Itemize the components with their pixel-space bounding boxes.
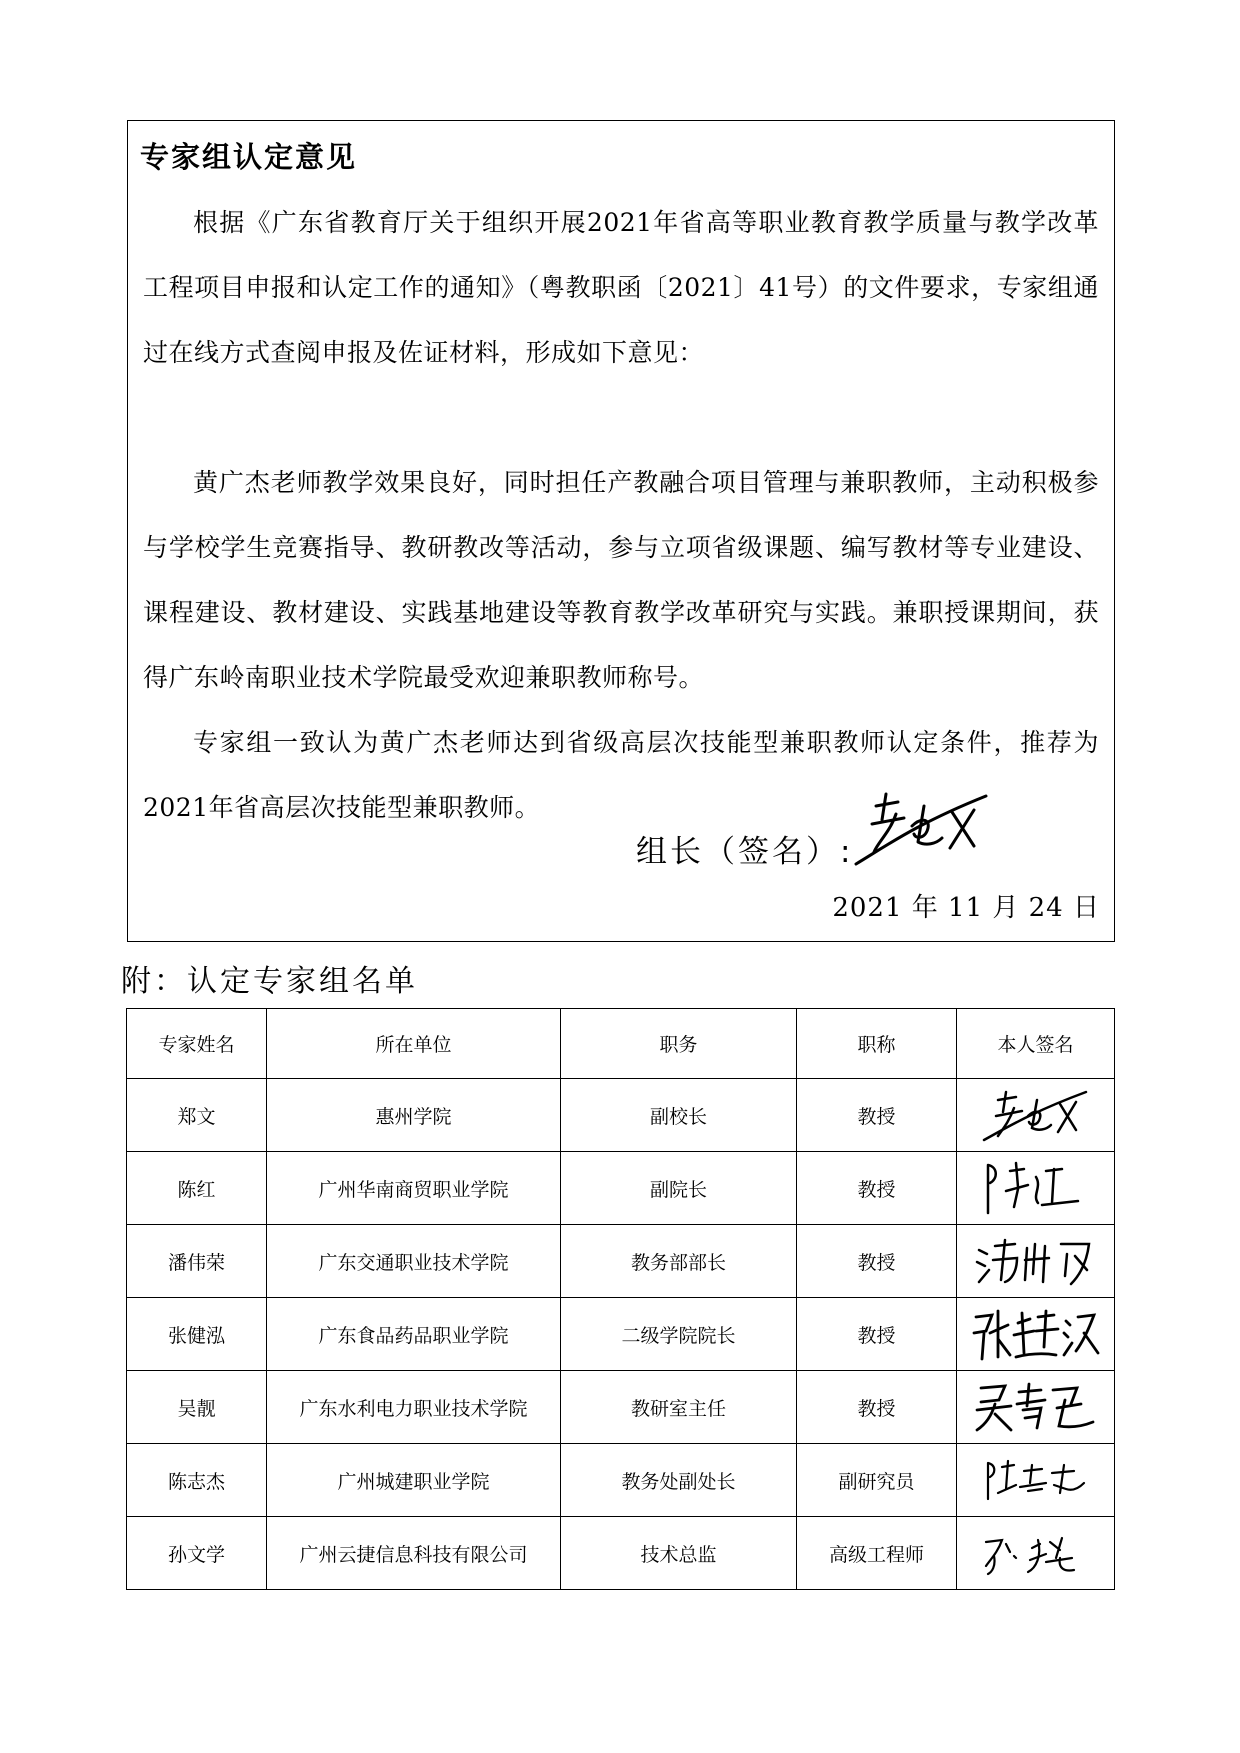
expert-title: 教授 bbox=[797, 1225, 957, 1298]
expert-title: 教授 bbox=[797, 1152, 957, 1225]
table-row bbox=[127, 1371, 1115, 1444]
expert-title: 教授 bbox=[797, 1298, 957, 1371]
opinion-paragraph: 专家组一致认为黄广杰老师达到省级高层次技能型兼职教师认定条件，推荐为2021年省高层次技能型兼职教师。 bbox=[143, 728, 1099, 822]
expert-signature bbox=[957, 1371, 1115, 1444]
expert-title: 教授 bbox=[797, 1079, 957, 1152]
header-title: 职称 bbox=[797, 1009, 957, 1079]
expert-position: 教务部部长 bbox=[561, 1225, 797, 1298]
expert-position: 教研室主任 bbox=[561, 1371, 797, 1444]
expert-name: 郑文 bbox=[127, 1079, 267, 1152]
expert-name: 陈志杰 bbox=[127, 1444, 267, 1517]
expert-name: 张健泓 bbox=[127, 1298, 267, 1371]
table-row bbox=[127, 1079, 1115, 1152]
expert-unit: 广州云捷信息科技有限公司 bbox=[267, 1517, 561, 1590]
expert-opinion-box bbox=[127, 120, 1115, 942]
expert-unit: 广州华南商贸职业学院 bbox=[267, 1152, 561, 1225]
expert-position: 技术总监 bbox=[561, 1517, 797, 1590]
opinion-paragraph: 根据《广东省教育厅关于组织开展2021年省高等职业教育教学质量与教学改革工程项目申报和认定工作的通知》（粤教职函〔2021〕41号）的文件要求，专家组通过在线方式查阅申报及佐证材料，形成如下意见： bbox=[143, 208, 1099, 367]
expert-unit: 广东食品药品职业学院 bbox=[267, 1298, 561, 1371]
table-row bbox=[127, 1298, 1115, 1371]
expert-signature bbox=[957, 1444, 1115, 1517]
expert-signature bbox=[957, 1152, 1115, 1225]
opinion-date: 2021 年 11 月 24 日 bbox=[832, 893, 1100, 923]
opinion-paragraph: 黄广杰老师教学效果良好，同时担任产教融合项目管理与兼职教师，主动积极参与学校学生竞赛指导、教研教改等活动，参与立项省级课题、编写教材等专业建设、课程建设、教材建设、实践基地建设等教育教学改革研究与实践。兼职授课期间，获得广东岭南职业技术学院最受欢迎兼职教师称号。 bbox=[143, 468, 1099, 692]
expert-position: 副院长 bbox=[561, 1152, 797, 1225]
opinion-title: 专家组认定意见 bbox=[140, 140, 358, 174]
expert-unit: 广州城建职业学院 bbox=[267, 1444, 561, 1517]
expert-signature bbox=[957, 1298, 1115, 1371]
leader-sign-label: 组长（签名）: bbox=[636, 834, 854, 870]
expert-title: 教授 bbox=[797, 1371, 957, 1444]
header-unit: 所在单位 bbox=[267, 1009, 561, 1079]
expert-name: 潘伟荣 bbox=[127, 1225, 267, 1298]
table-row bbox=[127, 1444, 1115, 1517]
expert-signature bbox=[957, 1517, 1115, 1590]
expert-title: 高级工程师 bbox=[797, 1517, 957, 1590]
expert-title: 副研究员 bbox=[797, 1444, 957, 1517]
expert-name: 吴靓 bbox=[127, 1371, 267, 1444]
expert-position: 教务处副处长 bbox=[561, 1444, 797, 1517]
header-signature: 本人签名 bbox=[957, 1009, 1115, 1079]
appendix-title: 附：认定专家组名单 bbox=[121, 964, 418, 999]
expert-name: 陈红 bbox=[127, 1152, 267, 1225]
expert-signature bbox=[957, 1225, 1115, 1298]
leader-signature bbox=[846, 784, 1006, 872]
table-row bbox=[127, 1152, 1115, 1225]
table-row bbox=[127, 1225, 1115, 1298]
expert-position: 二级学院院长 bbox=[561, 1298, 797, 1371]
table-header-row bbox=[127, 1009, 1115, 1079]
header-position: 职务 bbox=[561, 1009, 797, 1079]
expert-unit: 广东水利电力职业技术学院 bbox=[267, 1371, 561, 1444]
table-row bbox=[127, 1517, 1115, 1590]
header-name: 专家姓名 bbox=[127, 1009, 267, 1079]
expert-list-table bbox=[126, 1008, 1115, 1590]
expert-position: 副校长 bbox=[561, 1079, 797, 1152]
expert-unit: 广东交通职业技术学院 bbox=[267, 1225, 561, 1298]
expert-unit: 惠州学院 bbox=[267, 1079, 561, 1152]
expert-name: 孙文学 bbox=[127, 1517, 267, 1590]
expert-signature bbox=[957, 1079, 1115, 1152]
